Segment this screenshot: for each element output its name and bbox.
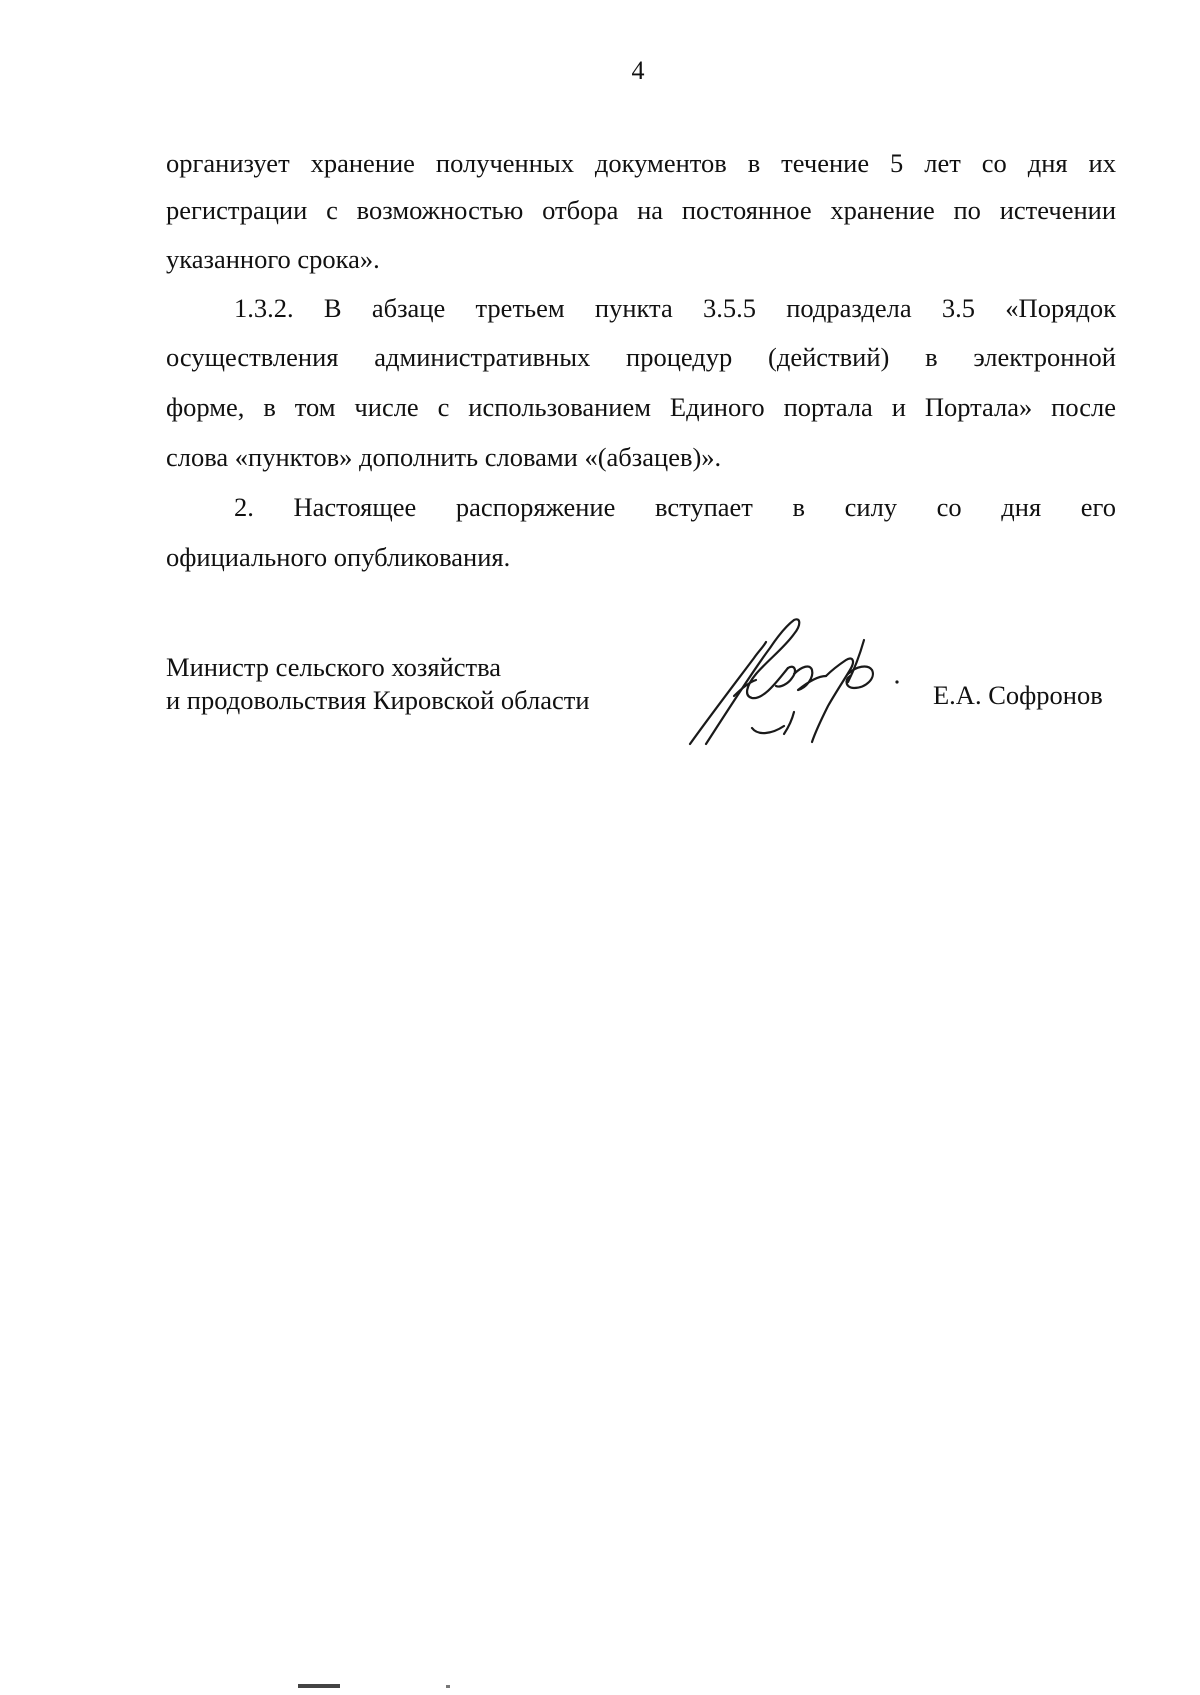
signer-position-line-2: и продовольствия Кировской области	[166, 685, 590, 715]
footer-scan-dot	[446, 1685, 450, 1688]
signer-position-line-1: Министр сельского хозяйства	[166, 652, 502, 682]
body-line-5: осуществления административных процедур (действий) в электронной	[166, 342, 1116, 372]
body-line-7: слова «пунктов» дополнить словами «(абзацев)».	[166, 442, 722, 472]
page-number: 4	[631, 56, 645, 85]
body-line-8: 2. Настоящее распоряжение вступает в силу со дня его	[234, 492, 1116, 522]
footer-scan-mark	[298, 1684, 340, 1688]
handwritten-signature	[676, 618, 906, 748]
body-line-1: организует хранение полученных документов в течение 5 лет со дня их	[166, 148, 1116, 178]
body-line-2: регистрации с возможностью отбора на постоянное хранение по истечении	[166, 195, 1116, 225]
body-line-3: указанного срока».	[166, 244, 380, 274]
body-line-9: официального опубликования.	[166, 542, 511, 572]
body-line-6: форме, в том числе с использованием Единого портала и Портала» после	[166, 392, 1116, 422]
body-line-4: 1.3.2. В абзаце третьем пункта 3.5.5 подраздела 3.5 «Порядок	[234, 293, 1116, 323]
signer-name: Е.А. Софронов	[933, 680, 1103, 710]
